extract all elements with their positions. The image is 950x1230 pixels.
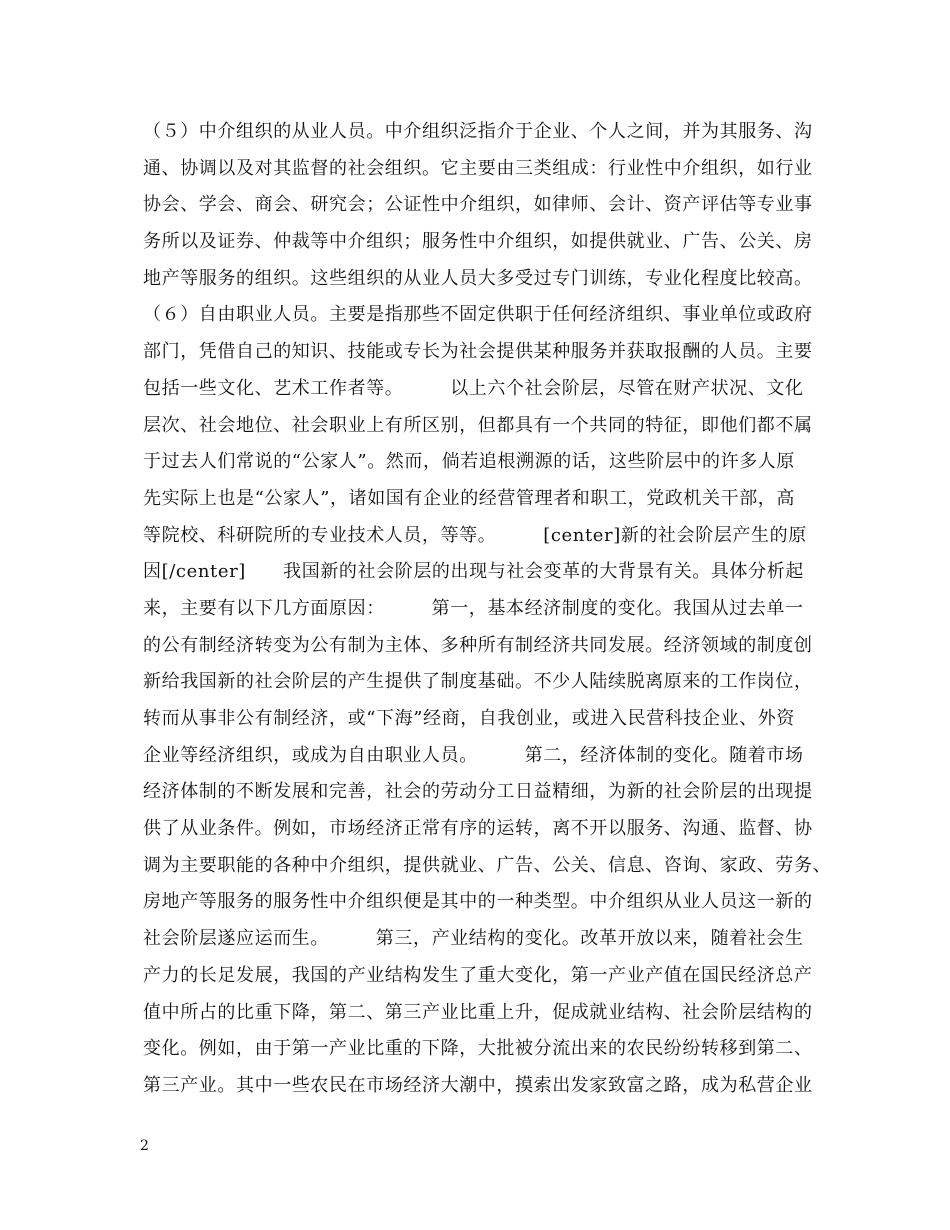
text-line: 变化。例如，由于第一产业比重的下降，大批被分流出来的农民纷纷转移到第二、	[143, 1038, 813, 1060]
text-line: 企业等经济组织，或成为自由职业人员。 第二，经济体制的变化。随着市场	[143, 744, 804, 766]
text-line: 产力的长足发展，我国的产业结构发生了重大变化，第一产业产值在国民经济总产	[143, 964, 813, 986]
text-line: 经济体制的不断发展和完善，社会的劳动分工日益精细，为新的社会阶层的出现提	[143, 781, 813, 803]
text-line: 转而从事非公有制经济，或“下海”经商，自我创业，或进入民营科技企业、外资	[143, 708, 796, 729]
page-number: 2	[140, 1138, 149, 1154]
body-text	[143, 114, 832, 1105]
text-line: 部门，凭借自己的知识、技能或专长为社会提供某种服务并获取报酬的人员。主要	[143, 341, 813, 363]
text-line: 因[/center] 我国新的社会阶层的出现与社会变革的大背景有关。具体分析起	[143, 561, 804, 583]
text-line: 协会、学会、商会、研究会；公证性中介组织，如律师、会计、资产评估等专业事	[143, 194, 813, 216]
text-line: 来，主要有以下几方面原因： 第一，基本经济制度的变化。我国从过去单一	[143, 597, 804, 619]
text-line: （６）自由职业人员。主要是指那些不固定供职于任何经济组织、事业单位或政府	[143, 304, 813, 326]
text-line: 社会阶层遂应运而生。 第三，产业结构的变化。改革开放以来，随着社会生	[143, 928, 804, 950]
text-line: 务所以及证券、仲裁等中介组织；服务性中介组织，如提供就业、广告、公关、房	[143, 231, 813, 253]
text-line: 先实际上也是“公家人”，诸如国有企业的经营管理者和职工，党政机关干部，高	[143, 487, 796, 509]
text-line: 调为主要职能的各种中介组织，提供就业、广告、公关、信息、咨询、家政、劳务、	[143, 854, 832, 876]
text-line: （５）中介组织的从业人员。中介组织泛指介于企业、个人之间，并为其服务、沟	[143, 121, 813, 142]
text-line: 新给我国新的社会阶层的产生提供了制度基础。不少人陆续脱离原来的工作岗位，	[143, 671, 813, 693]
text-line: 于过去人们常说的“公家人”。然而，倘若追根溯源的话，这些阶层中的许多人原	[143, 451, 796, 473]
text-line: 通、协调以及对其监督的社会组织。它主要由三类组成：行业性中介组织，如行业	[143, 157, 813, 179]
text-line: 值中所占的比重下降，第二、第三产业比重上升，促成就业结构、社会阶层结构的	[143, 1001, 813, 1023]
text-line: 房地产等服务的服务性中介组织便是其中的一种类型。中介组织从业人员这一新的	[143, 891, 813, 913]
text-line: 地产等服务的组织。这些组织的从业人员大多受过专门训练，专业化程度比较高。	[143, 267, 813, 289]
text-line: 包括一些文化、艺术工作者等。 以上六个社会阶层，尽管在财产状况、文化	[143, 377, 804, 399]
text-line: 层次、社会地位、社会职业上有所区别，但都具有一个共同的特征，即他们都不属	[143, 414, 813, 436]
text-line: 第三产业。其中一些农民在市场经济大潮中，摸索出发家致富之路，成为私营企业	[143, 1074, 813, 1096]
text-line: 等院校、科研院所的专业技术人员，等等。 [center]新的社会阶层产生的原	[143, 524, 807, 546]
text-line: 的公有制经济转变为公有制为主体、多种所有制经济共同发展。经济领域的制度创	[143, 634, 813, 656]
text-line: 供了从业条件。例如，市场经济正常有序的运转，离不开以服务、沟通、监督、协	[143, 818, 813, 840]
